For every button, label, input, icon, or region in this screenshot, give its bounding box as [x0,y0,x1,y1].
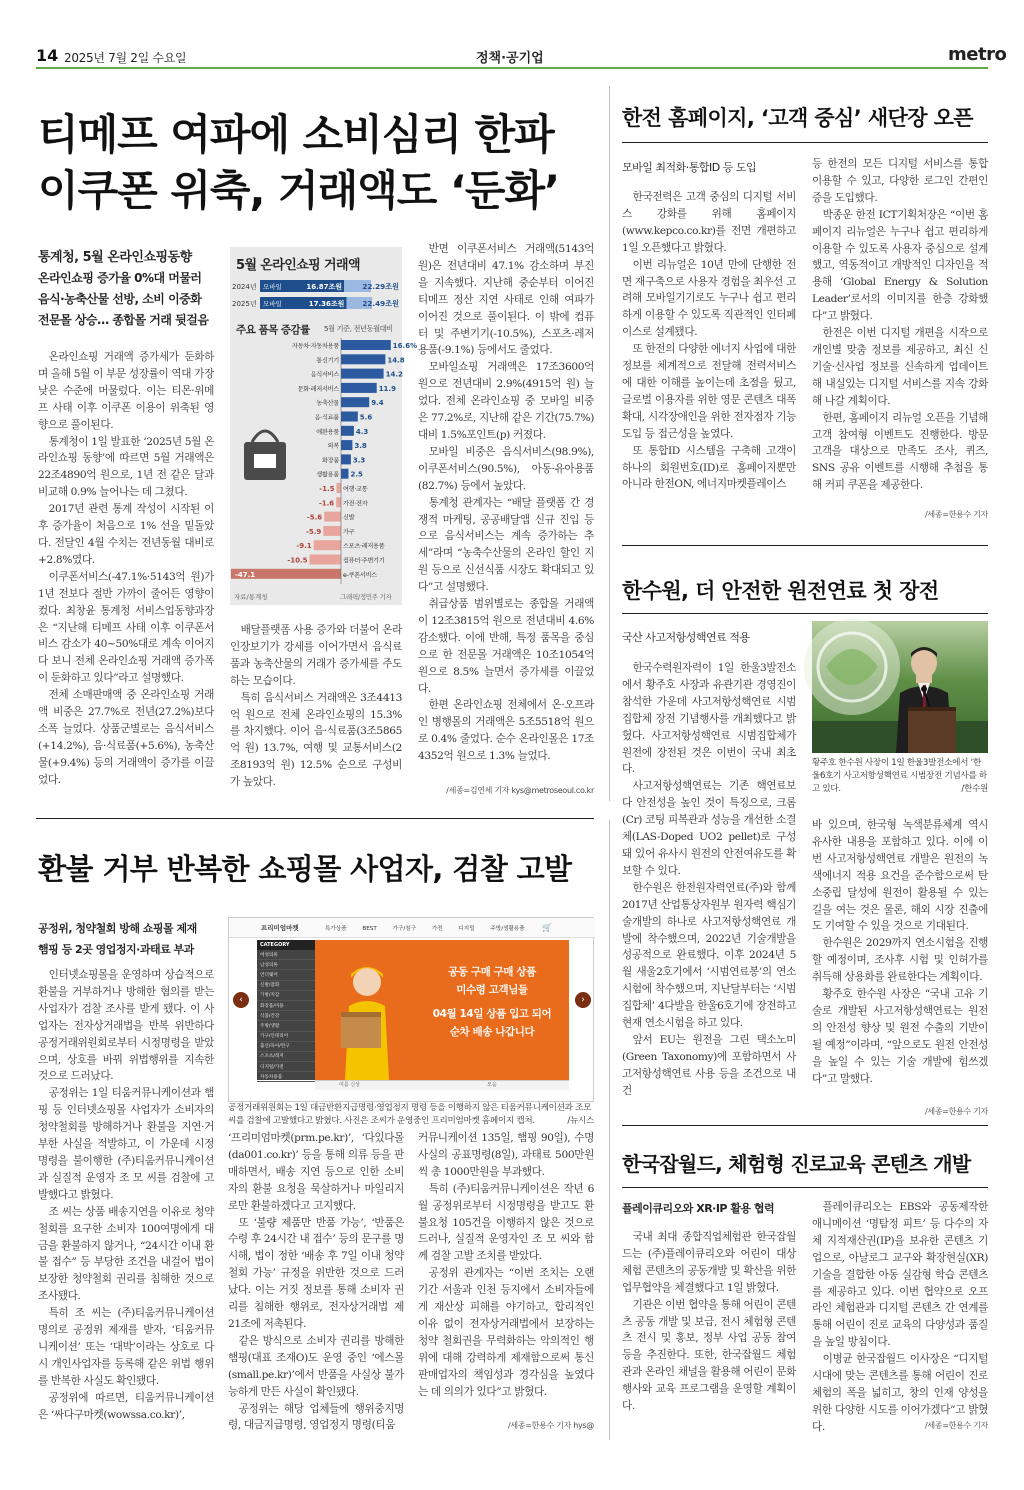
growth-bar [341,383,377,393]
kepco-col2 [812,156,988,494]
value-label: 11.9 [378,384,396,393]
paragraph: 특히 조 씨는 (주)티움커뮤니케이션 명의로 공정위 제재를 받자, ‘티움커뮤니케이션’ 또는 ‘대박’이라는 상호로 다시 개인사업자를 등록해 같은 위법 행위를 반복한 사실도 확인됐다. [38,1307,214,1387]
paragraph: 취급상품 범위별로는 종합몰 거래액이 12조3815억 원으로 전년대비 4.6% 감소했다. 이에 반해, 특정 품목을 중심으로 한 전문몰 거래액은 10조1054억 원으로 8.5% 늘면서 증가세를 이끌었다. [418,598,594,695]
khnp-byline: /세종=한용수 기자 [924,1107,988,1116]
total-value-label: 22.29조원 [362,282,399,291]
mall-category-item[interactable]: 화장품/미용 [257,1001,315,1011]
growth-bar [341,426,354,436]
mall-screenshot-caption [228,1102,594,1128]
growth-bar [341,354,385,364]
japworld-col1 [622,1229,796,1415]
paragraph: 특히 음식서비스 거래액은 3조4413억 원으로 전체 온라인쇼핑의 15.3%를 차지했다. 이어 음·식료품(3조5865억 원) 13.7%, 여행 및 교통서비스(2조8193억 원) 12.5% 순으로 구성비가 높았다. [230,691,402,789]
banner-line1: 공동 구매 구매 상품 [448,966,536,978]
year-label: 2024년 [232,283,257,291]
category-label: 생활용품 [316,471,339,479]
value-label: 4.3 [355,427,369,436]
category-label: 자동차·자동차용품 [291,343,339,350]
cart-icon [254,454,276,468]
paragraph: 등 한전의 모든 디지털 서비스를 통합 이용할 수 있고, 다양한 로그인 간편인증을 도입했다. [812,158,988,204]
mall-category-item[interactable]: 스포츠/레저 [257,1052,315,1062]
paragraph: 또 ‘불량 제품만 반품 가능’, ‘반품은 수령 후 24시간 내 접수’ 등의 문구를 명시해, 법이 정한 ‘배송 후 7일 이내 청약철회 가능’ 규정을 위반한 것으로 드러났다. 이는 거짓 정보를 통해 소비자 권리를 침해한 행위로, 전자상거래법 제21조에 저촉된다. [228,1216,404,1330]
main-col3 [418,241,594,765]
main-headline-line2: 이쿠폰 위축, 거래액도 ‘둔화’ [38,166,560,215]
mall-tab[interactable]: 디지털 [458,926,475,932]
growth-bar [341,469,349,479]
paragraph: 공정위는 1일 티움커뮤니케이션과 햄핑 등 인터넷쇼핑몰 사업자가 소비자의 청약철회를 방해하거나 환불을 지연·거부한 사실을 적발하고, 이 가운데 시정명령을 불이행한 (주)티움커뮤니케이션과 실질적 운영자 조 모 씨를 검찰에 고발했다고 밝혔다. [38,1087,214,1201]
growth-bar [336,497,341,507]
mall-category-item[interactable]: 가방/지갑 [257,991,315,1001]
header-rule [36,67,988,69]
paragraph: 모바일 비중은 음식서비스(98.9%), 이쿠폰서비스(90.5%), 아동·유아용품(82.7%) 등에서 높았다. [418,445,594,492]
column-divider [609,86,610,801]
caption-text: 공정거래위원회는 1일 대금반환지급명령·영업정지 명령 등을 이행하지 않은 티움커뮤니케이션과 조모씨를 검찰에 고발했다고 밝혔다. 사진은 조씨가 운영중인 프리미엄마켓 홈페이지 캡처. [228,1103,592,1126]
paragraph: 앞서 EU는 원전을 그린 택소노미(Green Taxonomy)에 포함하면서 사고저항성핵연료 사용 등을 조건으로 내건 [622,1033,796,1097]
main-headline-line1: 티메프 여파에 소비심리 한파 [38,110,554,159]
paragraph: 한수원은 한전원자력연료(주)와 함께 2017년 산업통상자원부 원자력 핵심기술개발의 하나로 사고저항성핵연료 개발에 착수했으며, 2022년 기술개발을 성공적으로 완료했다. 이후 2024년 5월 새울2호기에서 ‘시범연료봉’의 연소시험에 착수했으며, 지난달부터는 ‘시범집합체’ 4다발을 한울6호기에 장전하고 현재 연소시험을 하고 있다. [622,881,796,1030]
mall-tabs [325,924,525,932]
section-name: 정책·공기업 [476,51,544,66]
mall-category-item[interactable]: 언더웨어 [257,970,315,980]
paragraph: 이쿠폰서비스(-47.1%·5143억 원)가 1년 전보다 절반 가까이 줄어든 영향이 컸다. 최창윤 통계청 서비스업동향과장은 “지난해 티메프 사태 이후 이쿠폰서비스 감소가 40~50%대로 계속 이어지다 보니 전체 온라인쇼핑 거래액 증가폭이 둔화하고 있다”라고 설명했다. [38,570,214,685]
growth-bar [324,512,341,522]
paragraph: 같은 방식으로 소비자 권리를 방해한 햄핑(대표 조재O)도 운영 중인 ‘에스몰(small.pe.kr)’에서 반품을 사실상 불가능하게 만든 사실이 확인됐다. [228,1334,404,1398]
paragraph: 또 한전의 다양한 에너지 사업에 대한 정보를 체계적으로 전달해 전력서비스에 대한 이해를 높이는데 초점을 뒀고, 글로벌 이용자를 위한 영문 콘텐츠 대폭 확대, 시각장애인을 위한 전자점자 기능 도입 등 접근성을 높였다. [622,343,796,440]
paragraph: 통계청 관계자는 “배달 플랫폼 간 경쟁적 마케팅, 공공배달앱 신규 진입 등으로 음식서비스는 계속 증가하는 추세”라며 “농축수산물의 온라인 할인 지원 등으로 신선식품 시장도 확대되고 있다”고 설명했다. [418,496,594,594]
paragraph: 국내 최대 종합직업체험관 한국잡월드는 (주)플레이큐리오와 어린이 대상 체험 콘텐츠의 공동개발 및 확산을 위한 업무협약을 체결했다고 1일 밝혔다. [622,1231,796,1294]
mall-footer-left: 여름 신상 [339,1082,360,1088]
paragraph: 또 통합ID 시스템을 구축해 고객이 하나의 회원번호(ID)로 홈페이지뿐만 아니라 한전ON, 에너지마켓플레이스 [622,444,796,491]
kepco-headline: 한전 홈페이지, ‘고객 중심’ 새단장 오픈 [622,106,973,130]
refund-col2 [228,1130,404,1434]
category-label: 음식서비스 [310,371,339,379]
mall-category-item[interactable]: 주방/생활 [257,1021,315,1031]
cart-icon[interactable]: 🛒 [542,923,552,932]
category-label: 신발 [343,514,355,522]
paragraph: 이번 리뉴얼은 10년 만에 단행한 전면 재구축으로 사용자 경험을 최우선 고려해 모바일기기로도 누구나 쉽고 편리하게 이용할 수 있도록 직관적인 인터페이스로 설계됐다. [622,258,796,339]
growth-bar [341,440,352,450]
mall-tab[interactable]: BEST [362,926,377,932]
main-sub2: 온라인쇼핑 증가율 0%대 머물러 [38,271,202,285]
khnp-photo [812,621,988,753]
mobile-value-label: 17.36조원 [308,300,345,308]
paragraph: 이병균 한국잡월드 이사장은 “디지털 시대에 맞는 콘텐츠를 통해 어린이 진로 체험의 폭을 넓히고, 창의 인재 양성을 위한 다양한 시도를 이어가겠다”고 밝혔다. [812,1353,988,1433]
mobile-value-label: 16.87조원 [306,283,343,291]
growth-bar [341,369,384,379]
sub-chart-title: 주요 품목 증감률 [236,324,310,336]
photo-credit: /한수원 [961,784,988,794]
growth-bar [323,526,341,536]
mobile-label: 모바일 [263,300,282,308]
category-label: 스포츠·레저용품 [343,543,385,551]
category-label: 의복 [327,443,339,451]
mall-tab[interactable]: 가구/침구 [392,926,417,932]
photo-credit: /뉴시스 [567,1116,594,1126]
growth-bar [337,483,342,493]
khnp-rule [622,613,988,614]
category-label: 가전·전자 [343,500,368,508]
value-label: -1.6 [318,499,335,508]
japworld-byline: /세종=한용수 기자 [924,1421,988,1430]
paragraph: 전체 소매판매액 중 온라인쇼핑 거래액 비중은 27.7%로 전년(27.2%)보다 소폭 늘었다. 상품군별로는 음식서비스(+14.2%), 음·식료품(+5.6%), 농축산물(+9.4%) 등의 거래액이 증가를 이끌었다. [38,689,214,786]
growth-bar [314,540,341,550]
paragraph: 특히 (주)티움커뮤니케이션은 작년 6월 공정위로부터 시정명령을 받고도 환불요청 105건을 이행하지 않은 것으로 드러나, 실질적 운영자인 조 모 씨와 함께 검찰 고발 조치를 받았다. [418,1182,594,1263]
main-col2 [230,622,402,791]
value-label: 5.6 [359,413,373,422]
value-label: -47.1 [235,570,256,579]
mall-category-item[interactable]: 가구/인테리어 [257,1032,315,1042]
value-label: 14.2 [385,370,403,379]
paragraph: 한국전력은 고객 중심의 디지털 서비스 강화를 위해 홈페이지(www.kepco.co.kr)를 전면 개편하고 1일 오픈했다고 밝혔다. [622,191,796,254]
infographic-credit: 그래픽/정민주 기자 [340,593,392,601]
paragraph: 배달플랫폼 사용 증가와 더불어 온라인장보기가 강세를 이어가면서 음식료품과 농축산물의 거래가 증가세를 주도하는 모습이다. [230,624,402,687]
growth-bar [341,454,351,464]
paragraph: 공정위 관계자는 “이번 조치는 오랜 기간 서울과 인천 등지에서 소비자들에게 재산상 피해를 야기하고, 합리적인 이유 없이 전자상거래법에서 보장하는 청약 철회권을 무력화하는 악의적인 행위에 대해 강력하게 제재함으로써 통신판매업자의 책임성과 경각심을 높였다는 데 의의가 있다”고 밝혔다. [418,1267,594,1398]
paragraph: 조 씨는 상품 배송지연을 이유로 청약철회를 요구한 소비자 100여명에게 대금을 환불하지 않거나, “24시간 이내 환불 접수” 등 부당한 조건을 내걸어 법이 보장한 청약철회 권리를 침해한 것으로 조사됐다. [38,1205,214,1303]
category-label: 문화·레저서비스 [297,385,339,393]
khnp-col1 [622,660,796,1100]
refund-top-rule [36,818,594,819]
paragraph: 바 있으며, 한국형 녹색분류체계 역시 유사한 내용을 포함하고 있다. 이에 이번 사고저항성핵연료 개발은 원전의 녹색에너지 적용 요건을 준수함으로써 탄소중립 달성에 원전이 활용될 수 있는 길을 여는 것은 물론, 해외 시장 진출에도 기여할 수 있을 것으로 기대된다. [812,819,988,933]
paragraph: 플레이큐리오는 EBS와 공동제작한 애니메이션 ‘명탐정 피트’ 등 다수의 자체 지적재산권(IP)을 보유한 콘텐츠 기업으로, 아날로그 교구와 확장현실(XR) 기술을 결합한 아동 실감형 학습 콘텐츠를 제공하고 있다. 이번 협약으로 오프라인 체험관과 디지털 콘텐츠 간 연계를 통해 어린이 진로 교육의 다양성과 품질을 높일 방침이다. [812,1201,988,1349]
main-sub4: 전문몰 상승… 종합몰 거래 뒷걸음 [38,313,209,327]
value-label: 3.3 [352,456,366,465]
refund-sub2: 햄핑 등 2곳 영업정지·과태료 부과 [38,943,194,956]
category-label: 화장품 [321,457,339,465]
paragraph: 한전은 이번 디지털 개편을 시작으로 개인별 맞춤 정보를 제공하고, 최신 신기술·신사업 정보를 신속하게 업데이트해 내실있는 디지털 서비스를 지속 강화해 나갈 계획이다. [812,327,988,407]
paragraph: 반면 이쿠폰서비스 거래액(5143억 원)은 전년대비 47.1% 감소하며 부진을 지속했다. 지난해 중순부터 이어진 티메프 정산 지연 사태로 인해 여파가 이어진 것으로 풀이된다. 이 밖에 컴퓨터 및 주변기기(-10.5%), 스포츠·레저용품(-9.1%) 등에서도 줄었다. [418,243,594,357]
infographic-title: 5월 온라인쇼핑 거래액 [236,258,360,273]
banner-prev-button[interactable]: ‹ [233,992,249,1008]
paragraph: 통계청이 1일 발표한 ‘2025년 5월 온라인쇼핑 동향’에 따르면 5월 거래액은 22조4890억 원으로, 1년 전 같은 달과 비교해 0.9% 늘어나는 데 그쳤다. [38,435,214,499]
paragraph: 공정위는 해당 업체들에 행위중지명령, 대금지급명령, 영업정지 명령(티움 [228,1402,404,1432]
paragraph: 한국수력원자력이 1일 한울3발전소에서 황주호 사장과 유관기관 경영진이 참석한 가운데 사고저항성핵연료 시범집합체 장전 기념행사를 개최했다고 밝혔다. 사고저항성핵연료 시범집합체가 원전에 장전된 것은 이번이 국내 최초다. [622,662,796,776]
total-value-label: 22.49조원 [362,299,399,308]
paragraph: 한편, 홈페이지 리뉴얼 오픈을 기념해 고객 참여형 이벤트도 진행한다. 방문 고객을 대상으로 만족도 조사, 퀴즈, SNS 공유 이벤트를 시행해 추첨을 통해 커피 쿠폰을 제공한다. [812,411,988,492]
japworld-rule [622,1187,988,1188]
value-label: 14.8 [387,356,405,365]
bag-handle-icon [252,431,278,442]
mall-footer-right: 모음 [487,1082,497,1088]
khnp-photo-caption [812,757,988,796]
year-label: 2025년 [232,300,257,308]
growth-bar [310,555,342,565]
kepco-byline: /세종=한용수 기자 [924,510,988,519]
mobile-label: 모바일 [263,283,282,291]
mall-category-title: CATEGORY [257,940,315,950]
delivery-person-illustration [321,954,413,1080]
metro-logo: metro [948,44,1007,65]
paragraph: 커뮤니케이션 135일, 햄핑 90일), 수명사실의 공표명령(8일), 과태료 500만원씩 총 1000만원을 부과했다. [418,1132,594,1178]
column-divider-lower [609,820,610,1440]
infographic-source: 자료/통계청 [234,593,268,601]
kepco-rule [622,142,988,143]
kepco-col1 [622,189,796,493]
main-sub3: 음식·농축산물 선방, 소비 이중화 [38,292,202,306]
value-label: 3.8 [354,442,367,451]
caption-text: 황주호 한수원 사장이 1일 한울3발전소에서 ‘한울6호기 사고저항성핵연료 시범장전 기념사를 하고 있다. [812,758,987,794]
value-label: 2.5 [350,470,363,479]
banner-line4: 순차 배송 나갑니다 [449,1026,535,1038]
mall-category-item[interactable]: 신발/잡화 [257,981,315,991]
paragraph: 한수원은 2029까지 연소시험을 진행할 예정이며, 조사후 시험 및 인허가를 취득해 상용화를 완료한다는 계획이다. [812,937,988,984]
main-sub1: 통계청, 5월 온라인쇼핑동향 [38,250,192,265]
category-label: e-쿠폰서비스 [343,571,377,579]
mall-banner [315,940,569,1080]
category-label: 가구 [343,528,355,536]
mall-logo: 프리미엄마켓 [261,924,299,932]
growth-bar [341,340,391,350]
mall-tab[interactable]: 가전 [431,926,443,932]
khnp-sub: 국산 사고저항성핵연료 적용 [622,631,750,644]
category-label: 음·식료품 [314,414,339,422]
mall-category-item[interactable]: 디지털/가전 [257,1062,315,1072]
paragraph: 모바일쇼핑 거래액은 17조3600억 원으로 전년대비 2.9%(4915억 원) 늘었다. 전체 온라인쇼핑 중 모바일 비중은 77.2%로, 지난해 같은 기간(75.7%) 대비 1.5%포인트(p) 커졌다. [418,361,594,441]
japworld-col2 [812,1199,988,1436]
mall-category-item[interactable]: 출산/육아/완구 [257,1042,315,1052]
value-label: -5.9 [305,527,322,536]
kepco-sub: 모바일 최적화·통합ID 등 도입 [622,161,757,174]
growth-bar [341,397,369,407]
paragraph: 2017년 관련 통계 작성이 시작된 이후 증가율이 처음으로 1% 선을 밑돌았다. 전달인 4월 수치는 전년동월 대비로 +2.8%였다. [38,503,214,566]
mall-category-panel [257,940,315,1080]
mall-category-item[interactable]: 식품/건강 [257,1011,315,1021]
mall-tab[interactable]: 주방/생활용품 [490,926,525,932]
ceremony-illustration [812,621,988,753]
banner-line3: 04월 14일 상품 입고 되어 [432,1008,552,1020]
category-label: 여행·교통 [343,486,368,493]
infographic [230,247,418,605]
refund-headline: 환불 거부 반복한 쇼핑몰 사업자, 검찰 고발 [38,852,572,886]
value-label: 16.6% [392,342,418,350]
value-label: 9.4 [371,399,384,408]
paragraph: 인터넷쇼핑몰을 운영하며 상습적으로 환불을 거부하거나 방해한 혐의를 받는 사업자가 검찰 조사를 받게 됐다. 이 사업자는 전자상거래법을 반복 위반하다 공정거래위원회로부터 시정명령을 받았으며, 상호를 바꿔 위법행위를 지속한 것으로 드러났다. [38,969,214,1083]
growth-bar [341,412,358,422]
category-label: 통신기기 [316,357,339,365]
value-label: -1.5 [319,485,335,493]
refund-byline: /세종=한용수 기자 hys@ [507,1421,594,1430]
japworld-top-rule [622,1125,988,1126]
category-label: 농축산물 [316,400,339,408]
khnp-col2 [812,817,988,1088]
japworld-headline: 한국잡월드, 체험형 진로교육 콘텐츠 개발 [622,1152,971,1176]
value-label: -5.6 [306,513,323,522]
category-label: 애완용품 [316,428,339,436]
mall-screenshot [228,917,594,1102]
banner-next-button[interactable]: › [575,992,591,1008]
mall-category-list [257,950,315,1082]
mall-category-item[interactable]: 자동차용품 [257,1072,315,1082]
paragraph: 사고저항성핵연료는 기존 핵연료보다 안전성을 높인 것이 특징으로, 크롬(Cr) 코팅 피복관과 성능을 개선한 소결체(LAS-Doped UO2 pellet)로 구성돼 있어 유사시 원전의 안전여유도를 확보할 수 있다. [622,780,796,877]
paragraph: 황주호 한수원 사장은 “국내 고유 기술로 개발된 사고저항성핵연료는 원전의 안전성 향상 및 원전 수출의 기반이 될 예정”이라며, “앞으로도 원전 안전성을 높일 수 있는 기술 개발에 힘쓰겠다”고 말했다. [812,988,988,1085]
khnp-headline: 한수원, 더 안전한 원전연료 첫 장전 [622,579,939,603]
category-label: 컴퓨터·주변기기 [343,557,385,565]
khnp-top-rule [622,545,988,546]
refund-col1 [38,967,214,1423]
value-label: -10.5 [287,556,308,565]
refund-col3 [418,1130,594,1401]
paragraph: 온라인쇼핑 거래액 증가세가 둔화하며 올해 5월 이 부문 성장률이 역대 가장 낮은 수준에 머물렀다. 이는 티몬·위메프 사태 이후 이쿠폰 이용이 위축된 영향으로 풀이된다. [38,351,214,431]
banner-line2: 미수령 고객님들 [456,984,528,996]
paragraph: 기관은 이번 협약을 통해 어린이 콘텐츠 공동 개발 및 보급, 전시 체험형 콘텐츠 전시 및 홍보, 정부 사업 공동 참여 등을 추진한다. 또한, 한국잡월드 체험관과 온라인 채널을 활용해 어린이 문화 행사와 교육 프로그램을 운영할 계획이다. [622,1298,796,1413]
main-col1 [38,349,214,789]
refund-sub1: 공정위, 청약철회 방해 쇼핑몰 제재 [38,922,197,935]
mall-category-item[interactable]: 남성의류 [257,960,315,970]
japworld-sub: 플레이큐리오와 XR·IP 활용 협력 [622,1202,775,1215]
paragraph: 박종운 한전 ICT기획처장은 “이번 홈페이지 리뉴얼은 누구나 쉽고 편리하게 이용할 수 있도록 사용자 중심으로 설계했고, 역동적이고 개방적인 디자인을 적용해 ‘Global Energy & Solution Leader’로서의 이미지를 한층 강화했다”고 밝혔다. [812,208,988,323]
mall-category-item[interactable]: 여성의류 [257,950,315,960]
issue-date: 2025년 7월 2일 수요일 [64,51,187,65]
sub-chart-note: 5월 기준, 전년동월대비 [324,324,393,333]
value-label: -9.1 [296,542,312,551]
total-bar-chart [230,277,402,317]
paragraph: ‘프리미엄마켓(prm.pe.kr)’, ‘다있다몰(da001.co.kr)’ 등을 통해 의류 등을 판매하면서, 배송 지연 등으로 인한 소비자의 환불 요청을 묵살하거나 마일리지로만 환불하겠다고 고지했다. [228,1132,404,1212]
mall-tab[interactable]: 특가상품 [325,926,347,932]
page-number: 14 [36,46,59,65]
paragraph: 공정위에 따르면, 티움커뮤니케이션은 ‘싸다구마켓(wowssa.co.kr)’, [38,1391,214,1421]
main-byline: /세종=김연세 기자 kys@metroseoul.co.kr [446,786,594,795]
paragraph: 한편 온라인쇼핑 전체에서 온·오프라인 병행몰의 거래액은 5조5518억 원으로 0.4% 줄었다. 순수 온라인몰은 17조4352억 원으로 1.3% 늘었다. [418,699,594,763]
growth-bar-chart [230,338,418,590]
